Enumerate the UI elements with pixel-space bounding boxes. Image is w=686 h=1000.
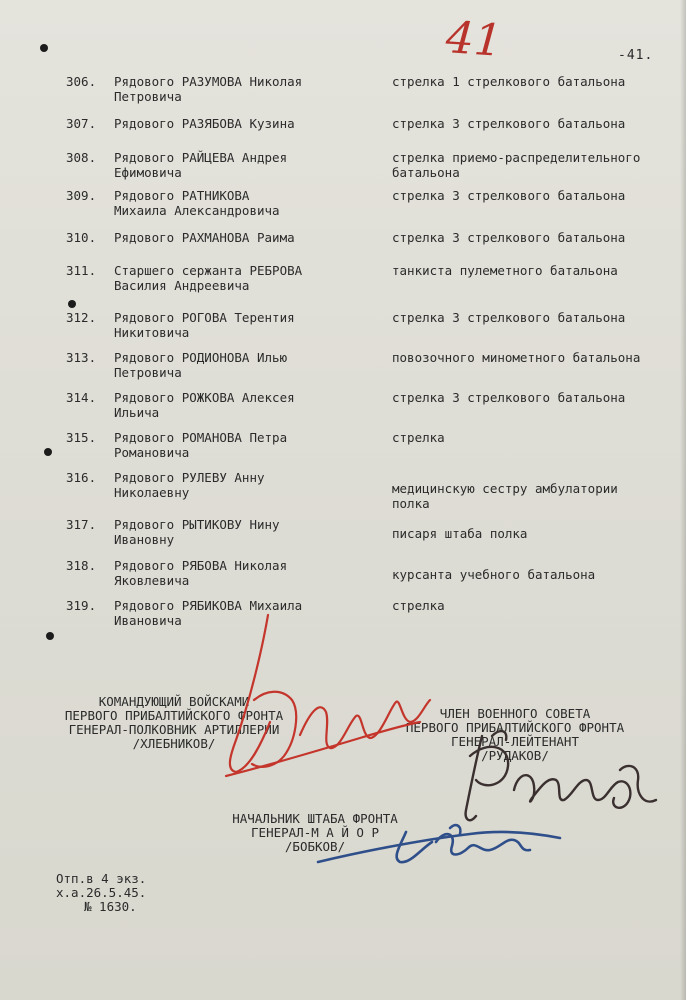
sig-title-line: НАЧАЛЬНИК ШТАБА ФРОНТА	[232, 811, 398, 826]
entry-position	[392, 116, 684, 131]
name-line: Рядового РЯБОВА Николая	[114, 558, 288, 573]
entry-position	[392, 567, 684, 582]
name-line: Петровича	[114, 365, 182, 380]
position-line: медицинскую сестру амбулатории	[392, 481, 618, 496]
sig-title-line: ПЕРВОГО ПРИБАЛТИЙСКОГО ФРОНТА	[64, 708, 284, 723]
name-line: Романовича	[114, 445, 190, 460]
entry-name	[114, 263, 384, 293]
entry-position	[392, 430, 684, 445]
entry-number: 306.	[66, 74, 97, 89]
name-line: Рядового РОГОВА Терентия	[114, 310, 295, 325]
name-line: Рядового РУЛЕВУ Анну	[114, 470, 265, 485]
name-line: Ефимовича	[114, 165, 182, 180]
ink-spot	[40, 44, 48, 52]
name-line: Рядового РАХМАНОВА Раима	[114, 230, 295, 245]
name-line: Рядового РЯБИКОВА Михаила	[114, 598, 303, 613]
sig-title-line: ГЕНЕРАЛ-М А Й О Р	[251, 825, 379, 840]
position-line: стрелка 3 стрелкового батальона	[392, 390, 626, 405]
entry-number: 311.	[66, 263, 97, 278]
entry-number: 317.	[66, 517, 97, 532]
signature-block-council-member	[370, 707, 660, 763]
entry-position	[392, 310, 684, 325]
entry-position	[392, 74, 684, 89]
entry-number: 314.	[66, 390, 97, 405]
entry-number: 315.	[66, 430, 97, 445]
entry-name	[114, 430, 384, 460]
sig-title-line: ГЕНЕРАЛ-ЛЕЙТЕНАНТ	[451, 734, 579, 749]
entry-position	[392, 188, 684, 203]
position-line: стрелка 3 стрелкового батальона	[392, 310, 626, 325]
name-line: Рядового РАТНИКОВА	[114, 188, 250, 203]
signature-block-chief-of-staff	[200, 812, 430, 854]
entry-number: 316.	[66, 470, 97, 485]
name-line: Василия Андреевича	[114, 278, 250, 293]
ink-spot	[46, 632, 54, 640]
name-line: Никитовича	[114, 325, 190, 340]
sig-name: /РУДАКОВ/	[481, 748, 549, 763]
entry-name	[114, 470, 384, 500]
name-line: Ивановича	[114, 613, 182, 628]
entry-name	[114, 310, 384, 340]
entry-name	[114, 390, 384, 420]
position-line: полка	[392, 496, 430, 511]
name-line: Рядового РАЗЯБОВА Кузина	[114, 116, 295, 131]
entry-name	[114, 517, 384, 547]
name-line: Ивановну	[114, 532, 175, 547]
ink-spot	[44, 448, 52, 456]
dispatch-line: № 1630.	[84, 899, 137, 914]
entry-name	[114, 188, 384, 218]
entry-number: 307.	[66, 116, 97, 131]
position-line: стрелка приемо-распределительного	[392, 150, 641, 165]
entry-name	[114, 116, 384, 131]
name-line: Рядового РЫТИКОВУ Нину	[114, 517, 280, 532]
entry-position	[392, 481, 684, 511]
sig-title-line: ПЕРВОГО ПРИБАЛТИЙСКОГО ФРОНТА	[405, 720, 625, 735]
folio-mark: 41	[444, 12, 504, 67]
entry-number: 310.	[66, 230, 97, 245]
entry-number: 312.	[66, 310, 97, 325]
name-line: Рядового РОЖКОВА Алексея	[114, 390, 295, 405]
dispatch-line: Отп.в 4 экз.	[56, 871, 147, 886]
entry-number: 309.	[66, 188, 97, 203]
position-line: стрелка	[392, 598, 445, 613]
entry-name	[114, 598, 384, 628]
entry-number: 313.	[66, 350, 97, 365]
position-line: стрелка	[392, 430, 445, 445]
position-line: стрелка 1 стрелкового батальона	[392, 74, 626, 89]
name-line: Ильича	[114, 405, 160, 420]
sig-title-line: ГЕНЕРАЛ-ПОЛКОВНИК АРТИЛЛЕРИИ	[68, 722, 280, 737]
sig-title-line: ЧЛЕН ВОЕННОГО СОВЕТА	[439, 706, 591, 721]
name-line: Рядового РАЙЦЕВА Андрея	[114, 150, 288, 165]
dispatch-line: х.а.26.5.45.	[56, 885, 147, 900]
entry-number: 319.	[66, 598, 97, 613]
entry-position	[392, 263, 684, 278]
entry-name	[114, 350, 384, 380]
position-line: писаря штаба полка	[392, 526, 528, 541]
name-line: Рядового РОДИОНОВА Илью	[114, 350, 288, 365]
name-line: Старшего сержанта РЕБРОВА	[114, 263, 303, 278]
entry-number: 308.	[66, 150, 97, 165]
ink-spot	[68, 300, 76, 308]
position-line: батальона	[392, 165, 460, 180]
name-line: Михаила Александровича	[114, 203, 280, 218]
name-line: Рядового РАЗУМОВА Николая	[114, 74, 303, 89]
entry-position	[392, 150, 684, 180]
name-line: Рядового РОМАНОВА Петра	[114, 430, 288, 445]
sig-name: /ХЛЕБНИКОВ/	[132, 736, 216, 751]
entry-name	[114, 150, 384, 180]
page-number: -41.	[618, 48, 654, 63]
sig-title-line: КОМАНДУЮЩИЙ ВОЙСКАМИ	[98, 694, 250, 709]
entry-name	[114, 230, 384, 245]
entry-number: 318.	[66, 558, 97, 573]
entry-position	[392, 230, 684, 245]
entry-position	[392, 526, 684, 541]
name-line: Петровича	[114, 89, 182, 104]
entry-position	[392, 350, 684, 365]
position-line: стрелка 3 стрелкового батальона	[392, 230, 626, 245]
name-line: Яковлевича	[114, 573, 190, 588]
position-line: повозочного минометного батальона	[392, 350, 641, 365]
position-line: танкиста пулеметного батальона	[392, 263, 618, 278]
position-line: курсанта учебного батальона	[392, 567, 596, 582]
name-line: Николаевну	[114, 485, 190, 500]
sig-name: /БОБКОВ/	[284, 839, 346, 854]
position-line: стрелка 3 стрелкового батальона	[392, 188, 626, 203]
dispatch-note	[56, 872, 146, 914]
entry-name	[114, 74, 384, 104]
entry-position	[392, 598, 684, 613]
entry-position	[392, 390, 684, 405]
position-line: стрелка 3 стрелкового батальона	[392, 116, 626, 131]
entry-name	[114, 558, 384, 588]
signature-block-commander	[34, 695, 314, 751]
